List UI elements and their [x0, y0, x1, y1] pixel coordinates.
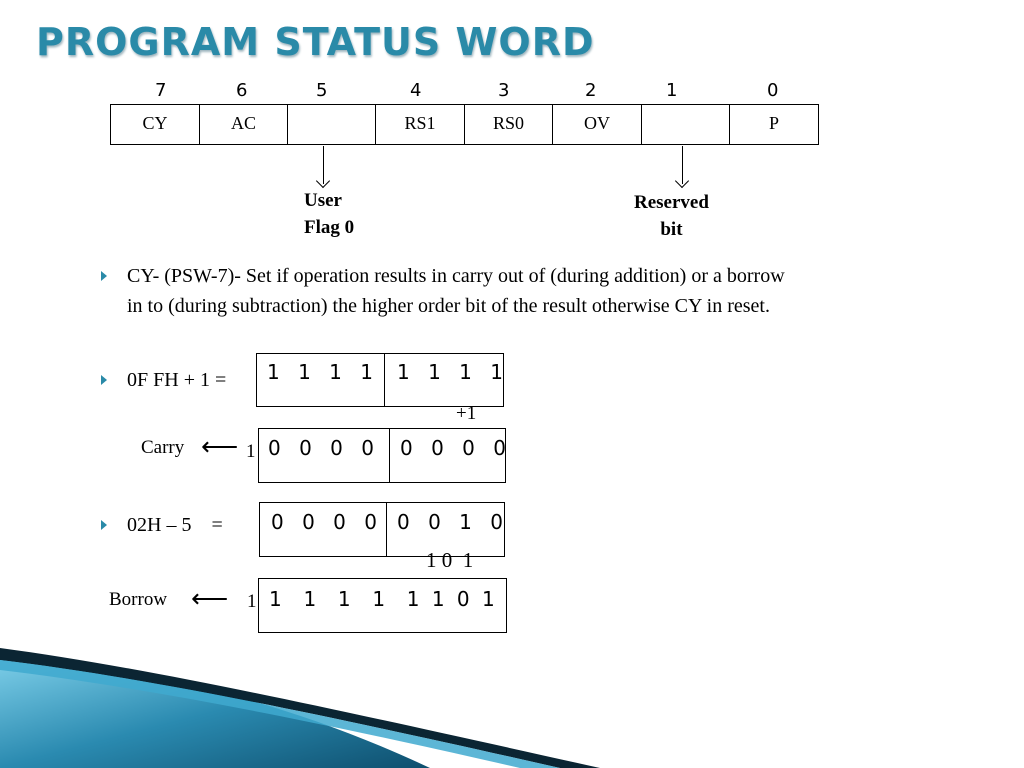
psw-cell-ac: AC [200, 105, 288, 145]
subtraction-result: 1 1 1 1 1 1 0 1 [269, 587, 498, 611]
bit-number-7: 7 [155, 80, 167, 101]
nibble-divider [386, 503, 387, 556]
bit-number-5: 5 [316, 80, 328, 101]
cy-description-line2: in to (during subtraction) the higher order bit of the result otherwise CY in reset. [127, 295, 770, 317]
bit-number-2: 2 [585, 80, 597, 101]
subtraction-operand-high: 0 0 0 0 [271, 510, 383, 534]
bit-number-1: 1 [666, 80, 678, 101]
user-flag-label-line1: User [304, 190, 342, 211]
subtraction-expression: 02H – 5 = [127, 514, 223, 536]
psw-cell-p: P [730, 105, 819, 145]
bit-number-4: 4 [410, 80, 422, 101]
page-title: PROGRAM STATUS WORD [36, 20, 595, 64]
bullet-marker [101, 375, 107, 385]
addition-result-high: 0 0 0 0 [268, 436, 380, 460]
user-flag-arrow-head [316, 174, 330, 188]
addition-result-box [258, 428, 512, 483]
bullet-marker [101, 520, 107, 530]
psw-cell-rs0: RS0 [465, 105, 553, 145]
bit-number-3: 3 [498, 80, 510, 101]
reserved-bit-label-line2: bit [660, 219, 683, 240]
plus-one-label: +1 [456, 403, 477, 424]
psw-register-table [110, 104, 819, 145]
psw-cell-cy: CY [111, 105, 200, 145]
bit-number-6: 6 [236, 80, 248, 101]
carry-label: Carry [141, 437, 185, 458]
psw-cell-f0 [288, 105, 376, 145]
cy-description-line1: CY- (PSW-7)- Set if operation results in carry out of (during addition) or a borrow [127, 265, 785, 287]
subtraction-operand-low: 0 0 1 0 [397, 510, 509, 534]
borrow-out-bit: 1 [247, 591, 257, 612]
addition-result-low: 0 0 0 0 [400, 436, 512, 460]
psw-cell-rs1: RS1 [376, 105, 465, 145]
bit-number-0: 0 [767, 80, 779, 101]
carry-arrow-icon: ⟵ [201, 432, 239, 461]
borrow-label: Borrow [109, 589, 168, 610]
reserved-arrow-head [675, 174, 689, 188]
user-flag-label-line2: Flag 0 [304, 217, 355, 238]
carry-out-bit: 1 [246, 441, 256, 462]
subtrahend-value: 1 0 1 [426, 548, 474, 572]
bullet-marker [101, 271, 107, 281]
nibble-divider [384, 354, 385, 406]
psw-cell-ov: OV [553, 105, 642, 145]
psw-cell-reserved [642, 105, 730, 145]
reserved-bit-label-line1: Reserved [634, 192, 709, 213]
addition-expression: 0F FH + 1 = [127, 369, 227, 391]
addition-operand-low: 1 1 1 1 [397, 360, 509, 384]
addition-operand-box [256, 353, 509, 407]
nibble-divider [389, 429, 390, 482]
borrow-arrow-icon: ⟵ [191, 584, 229, 613]
cy-description [127, 261, 785, 321]
decorative-wave [0, 638, 600, 768]
subtraction-result-box [258, 578, 507, 633]
addition-operand-high: 1 1 1 1 [267, 360, 379, 384]
user-flag-label [304, 187, 354, 241]
reserved-bit-label [634, 189, 709, 243]
